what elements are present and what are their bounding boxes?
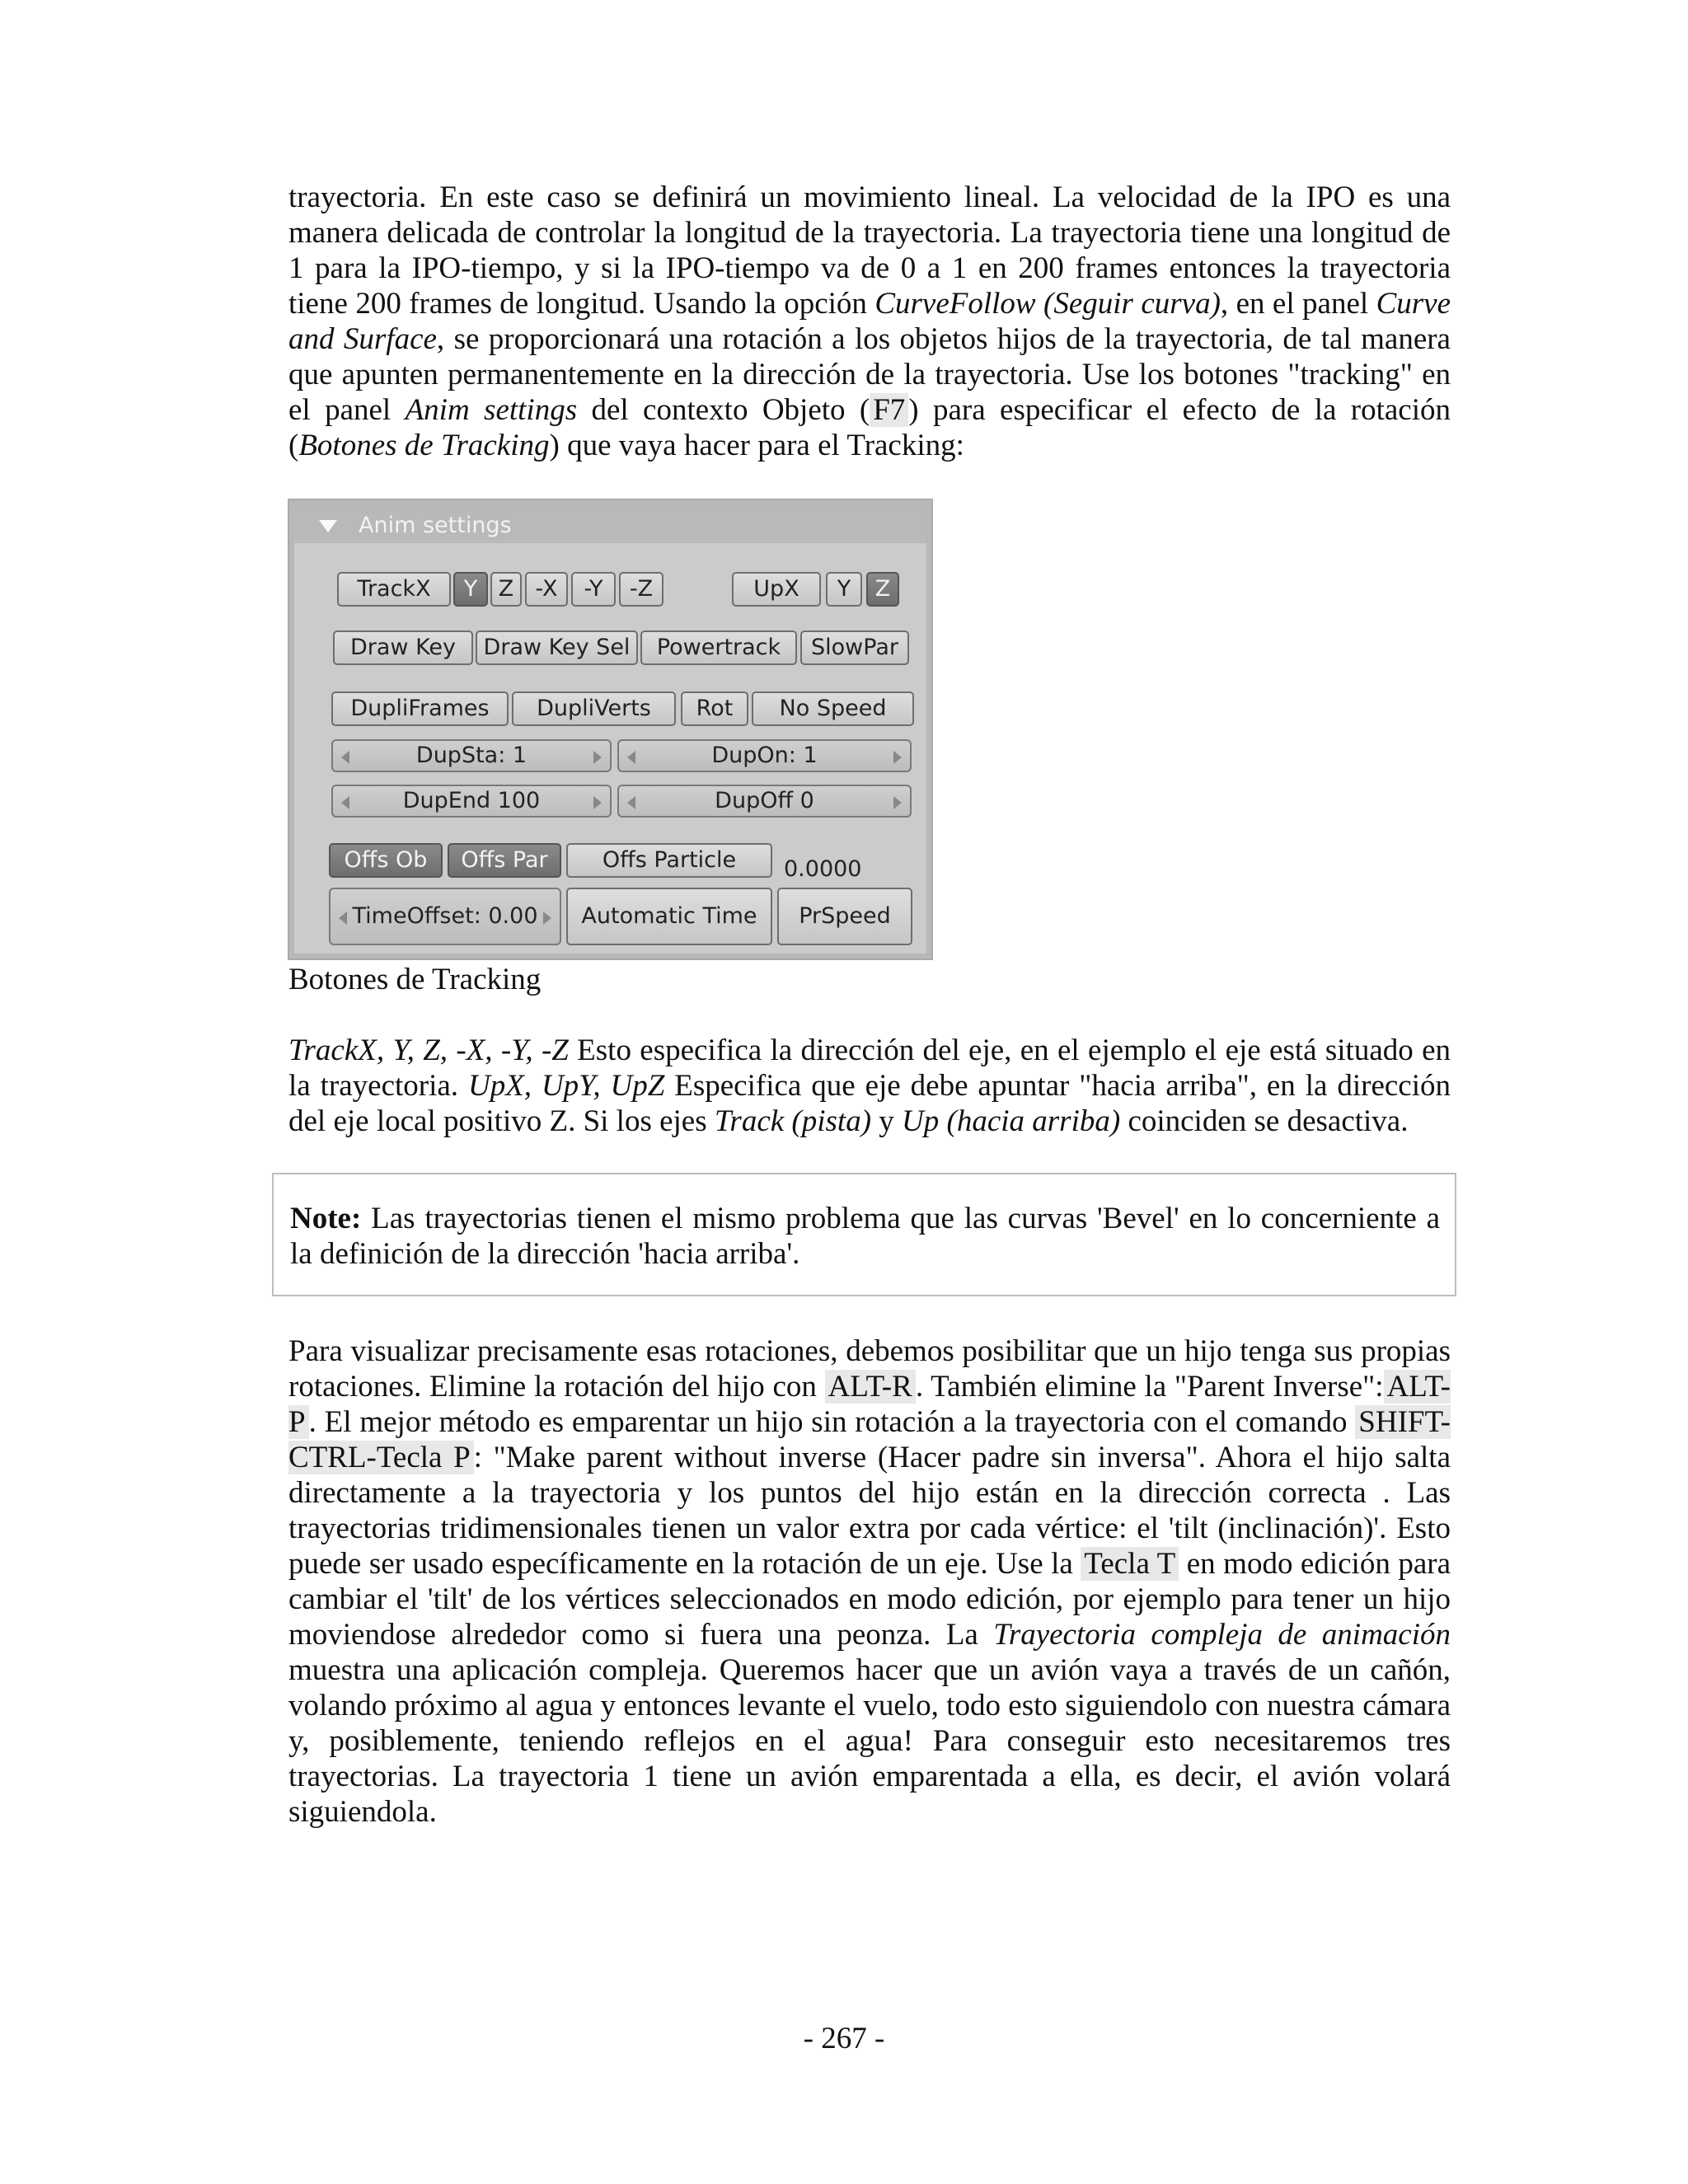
panel-title: Anim settings <box>359 513 512 538</box>
increment-arrow-icon[interactable] <box>893 751 902 764</box>
track-neg-x-button[interactable]: -X <box>525 572 568 607</box>
offs-par-button[interactable]: Offs Par <box>448 843 561 878</box>
dupsta-field[interactable]: DupSta: 1 <box>331 739 612 772</box>
collapse-triangle-icon[interactable] <box>319 520 337 532</box>
increment-arrow-icon[interactable] <box>893 796 902 809</box>
paragraph-rotations: Para visualizar precisamente esas rotaciones, debemos posibilitar que un hijo tenga sus propias rotaciones. Elimine la rotación del hijo con ALT-R . También elimine la "Parent Inverse": ALT-P . El mejor método es emparentar un hijo sin rotación a la trayectoria con el comando SHIFT-CTRL-Tecla P : "Make parent without inverse (Hacer padre sin inversa". Ahora el hijo salta directamente a la trayectoria y los puntos del hijo están en la dirección correcta . Las trayectorias tridimensionales tienen un valor extra por cada vértice: el 'tilt (inclinación)'. Esto puede ser usado específicamente en la rotación de un eje. Use la Tecla T en modo edición para cambiar el 'tilt' de los vértices seleccionados en modo edición, por ejemplo para tener un hijo moviendose alrededor como si fuera una peonza. La Trayectoria compleja de animación muestra una aplicación compleja. Queremos hacer que un avión vaya a través de un cañón, volando próximo al agua y entonces levante el vuelo, todo esto siguiendolo con nuestra cámara y, posiblemente, teniendo reflejos en el agua! Para conseguir esto necesitaremos tres trayectorias. La trayectoria 1 tiene un avión emparentada a ella, es decir, el avión volará siguiendola. <box>288 1334 1451 1829</box>
up-y-button[interactable]: Y <box>826 572 862 607</box>
rot-button[interactable]: Rot <box>681 691 748 726</box>
track-y-button[interactable]: Y <box>453 572 488 607</box>
decrement-arrow-icon[interactable] <box>341 796 349 809</box>
key-alt-r: ALT-R <box>825 1370 916 1404</box>
key-t: Tecla T <box>1081 1547 1179 1581</box>
offs-ob-button[interactable]: Offs Ob <box>329 843 443 878</box>
upx-button[interactable]: UpX <box>732 572 821 607</box>
increment-arrow-icon[interactable] <box>593 796 602 809</box>
slowpar-button[interactable]: SlowPar <box>800 630 909 665</box>
page-number: - 267 - <box>803 2022 885 2055</box>
decrement-arrow-icon[interactable] <box>627 796 635 809</box>
dupoff-field[interactable]: DupOff 0 <box>617 785 912 818</box>
timeoffset-field[interactable]: TimeOffset: 0.00 <box>329 888 561 945</box>
trackx-button[interactable]: TrackX <box>337 572 451 607</box>
decrement-arrow-icon[interactable] <box>341 751 349 764</box>
paragraph-tracking-axes: TrackX, Y, Z, -X, -Y, -Z Esto especifica la dirección del eje, en el ejemplo el eje está situado en la trayectoria. UpX, UpY, UpZ Especifica que eje debe apuntar "hacia arriba", en la dirección del eje local positivo Z. Si los ejes Track (pista) y Up (hacia arriba) coinciden se desactiva. <box>288 1033 1451 1138</box>
decrement-arrow-icon[interactable] <box>339 912 347 925</box>
track-neg-z-button[interactable]: -Z <box>619 572 663 607</box>
dupliframes-button[interactable]: DupliFrames <box>331 691 509 726</box>
increment-arrow-icon[interactable] <box>543 912 551 925</box>
automatic-time-button[interactable]: Automatic Time <box>566 888 772 945</box>
no-speed-button[interactable]: No Speed <box>752 691 914 726</box>
anim-settings-panel <box>288 499 933 960</box>
up-z-button[interactable]: Z <box>866 572 899 607</box>
dupon-field[interactable]: DupOn: 1 <box>617 739 912 772</box>
draw-key-button[interactable]: Draw Key <box>333 630 473 665</box>
figure-caption: Botones de Tracking <box>288 963 542 996</box>
dupliverts-button[interactable]: DupliVerts <box>512 691 676 726</box>
key-shift-ctrl-p: SHIFT-CTRL-Tecla P <box>288 1405 1451 1474</box>
key-f7: F7 <box>870 393 908 427</box>
paragraph-trajectory-intro: trayectoria. En este caso se definirá un movimiento lineal. La velocidad de la IPO es una manera delicada de controlar la longitud de la trayectoria. La trayectoria tiene una longitud de 1 para la IPO-tiempo, y si la IPO-tiempo va de 0 a 1 en 200 frames entonces la trayectoria tiene 200 frames de longitud. Usando la opción CurveFollow (Seguir curva), en el panel Curve and Surface, se proporcionará una rotación a los objetos hijos de la trayectoria, de tal manera que apunten permanentemente en la dirección de la trayectoria. Use los botones "tracking" en el panel Anim settings del contexto Objeto ( F7 ) para especificar el efecto de la rotación (Botones de Tracking) que vaya hacer para el Tracking: <box>288 180 1451 462</box>
panel-header[interactable] <box>294 509 926 543</box>
powertrack-button[interactable]: Powertrack <box>640 630 797 665</box>
panel-body <box>294 509 926 954</box>
note-box <box>272 1173 1456 1296</box>
key-alt-p: ALT-P <box>288 1370 1451 1439</box>
note-label: Note: <box>290 1202 362 1235</box>
offs-value: 0.0000 <box>784 856 862 882</box>
track-z-button[interactable]: Z <box>490 572 522 607</box>
increment-arrow-icon[interactable] <box>593 751 602 764</box>
note-text: Note: Las trayectorias tienen el mismo problema que las curvas 'Bevel' en lo concerniente a la definición de la dirección 'hacia arriba'. <box>290 1202 1440 1271</box>
track-neg-y-button[interactable]: -Y <box>571 572 616 607</box>
decrement-arrow-icon[interactable] <box>627 751 635 764</box>
dupend-field[interactable]: DupEnd 100 <box>331 785 612 818</box>
draw-key-sel-button[interactable]: Draw Key Sel <box>476 630 638 665</box>
offs-particle-button[interactable]: Offs Particle <box>566 843 772 878</box>
prspeed-button[interactable]: PrSpeed <box>777 888 912 945</box>
